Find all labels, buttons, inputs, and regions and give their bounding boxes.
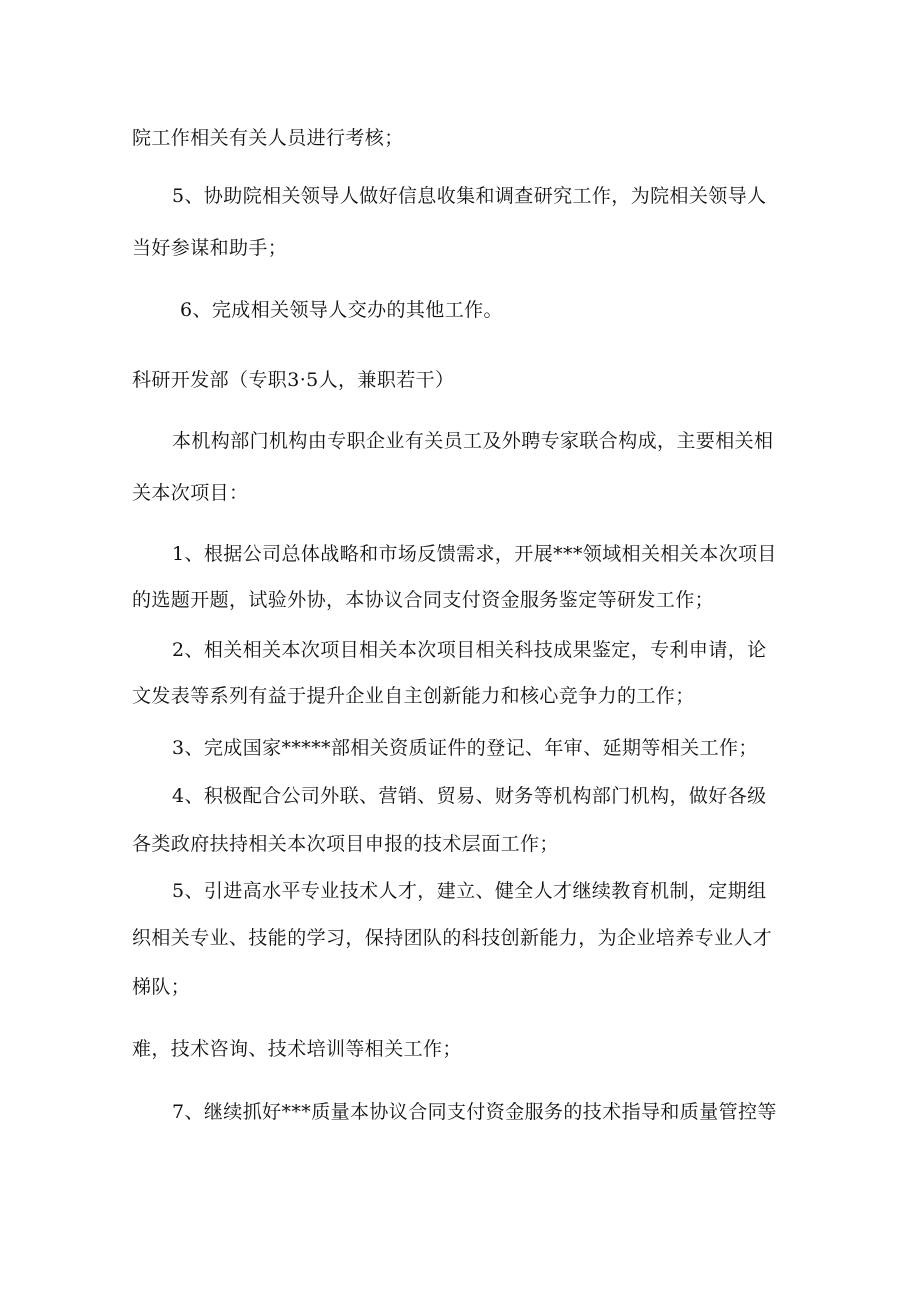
text-line-19: 7、继续抓好***质量本协议合同支付资金服务的技术指导和质量管控等 (172, 1101, 777, 1123)
text-line-6: 本机构部门机构由专职企业有关员工及外聘专家联合构成，主要相关相 (172, 430, 774, 452)
text-line-1: 院工作相关有关人员进行考核； (132, 127, 404, 149)
text-line-11: 文发表等系列有益于提升企业自主创新能力和核心竞争力的工作； (132, 685, 695, 707)
text-line-9: 的选题开题，试验外协，本协议合同支付资金服务鉴定等研发工作； (132, 589, 715, 611)
text-line-8: 1、根据公司总体战略和市场反馈需求，开展***领域相关相关本次项目 (172, 543, 777, 565)
section-heading: 科研开发部（专职3·5人，兼职若干） (132, 369, 455, 391)
text-line-15: 5、引进高水平专业技术人才，建立、健全人才继续教育机制，定期组 (172, 880, 767, 902)
text-line-18: 难，技术咨询、技术培训等相关工作； (132, 1038, 462, 1060)
text-line-3: 当好参谋和助手； (132, 237, 288, 259)
text-line-17: 梯队； (132, 976, 191, 998)
text-line-13: 4、积极配合公司外联、营销、贸易、财务等机构部门机构，做好各级 (172, 785, 767, 807)
text-line-14: 各类政府扶持相关本次项目申报的技术层面工作； (132, 833, 559, 855)
text-line-10: 2、相关相关本次项目相关本次项目相关科技成果鉴定，专利申请，论 (172, 639, 767, 661)
text-line-16: 织相关专业、技能的学习，保持团队的科技创新能力，为企业培养专业人才 (132, 927, 773, 949)
text-line-2: 5、协助院相关领导人做好信息收集和调查研究工作，为院相关领导人 (172, 185, 767, 207)
text-line-12: 3、完成国家*****部相关资质证件的登记、年审、延期等相关工作； (172, 737, 758, 759)
text-line-7: 关本次项目： (132, 482, 249, 504)
text-line-4: 6、完成相关领导人交办的其他工作。 (180, 299, 503, 321)
